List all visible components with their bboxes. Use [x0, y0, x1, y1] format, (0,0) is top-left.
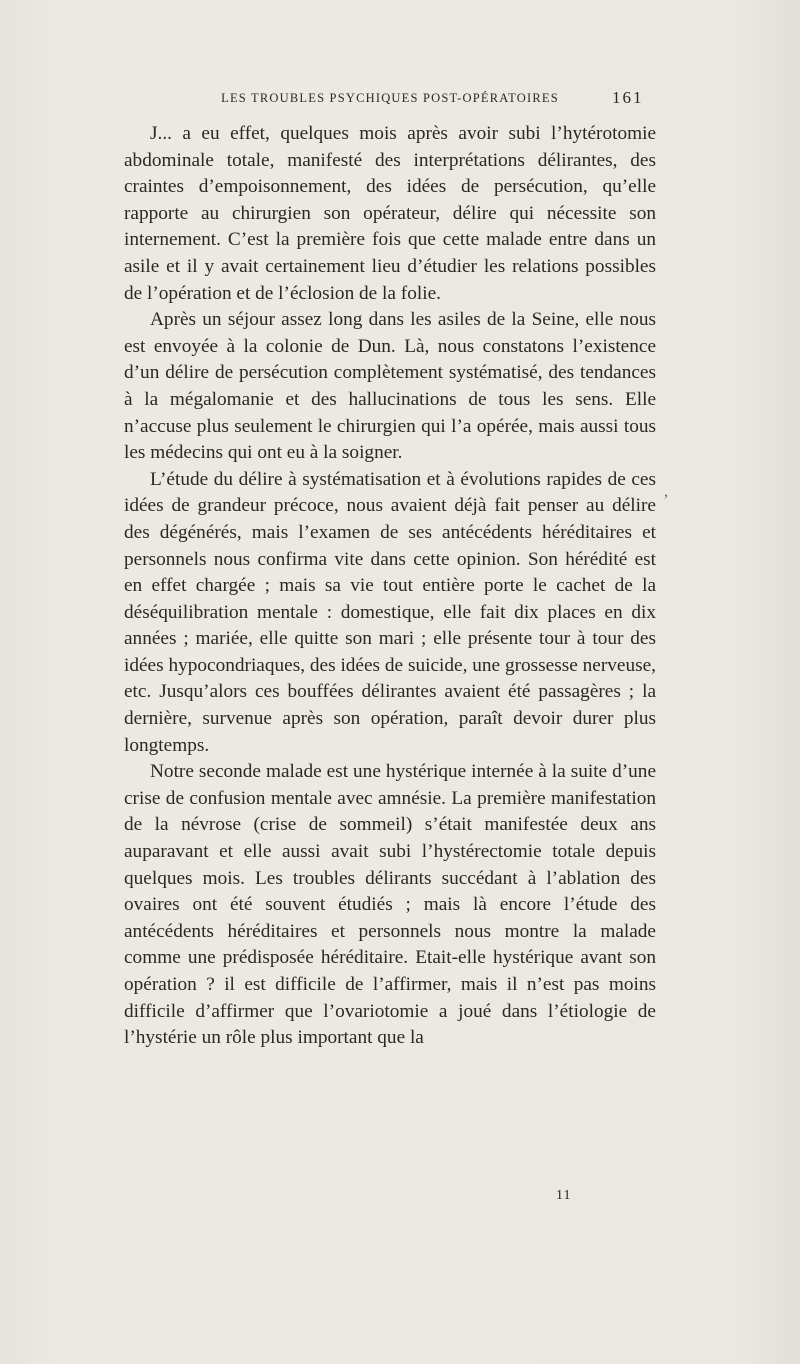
running-title: LES TROUBLES PSYCHIQUES POST-OPÉRATOIRES: [221, 91, 559, 105]
paragraph: Notre seconde malade est une hystérique internée à la suite d’une crise de confusion mentale avec amnésie. La première manifestation de la névrose (crise de sommeil) s’était manifestée deux ans auparavant et elle aussi avait subi l’hystérectomie totale depuis quelques mois. Les troubles délirants succédant à l’ablation des ovaires ont été souvent étudiés ; mais là encore l’étude des antécédents héréditaires et personnels nous montre la malade comme une prédisposée héréditaire. Etait-elle hystérique avant son opération ? il est difficile de l’affirmer, mais il n’est pas moins difficile d’affirmer que l’ovariotomie a joué dans l’étiologie de l’hystérie un rôle plus important que la: [124, 761, 656, 1049]
body-text: [124, 121, 656, 1052]
paragraph: J... a eu effet, quelques mois après avoir subi l’hytérotomie abdominale totale, manifesté des interprétations délirantes, des craintes d’empoisonnement, des idées de persécution, qu’elle rapporte au chirurgien son opérateur, délire qui nécessite son internement. C’est la première fois que cette malade entre dans un asile et il y avait certainement lieu d’étudier les relations possibles de l’opération et de l’éclosion de la folie.: [124, 123, 656, 304]
page-number: 161: [612, 88, 644, 107]
paragraph: Après un séjour assez long dans les asiles de la Seine, elle nous est envoyée à la colonie de Dun. Là, nous constatons l’existence d’un délire de persécution complètement systématisé, des tendances à la mégalomanie et des hallucinations de tous les sens. Elle n’accuse plus seulement le chirurgien qui l’a opérée, mais aussi tous les médecins qui ont eu à la soigner.: [124, 309, 656, 464]
paragraph: L’étude du délire à systématisation et à évolutions rapides de ces idées de grandeur précoce, nous avaient déjà fait penser au délire des dégénérés, mais l’examen de ses antécédents héréditaires et personnels nous confirma vite dans cette opinion. Son hérédité est en effet chargée ; mais sa vie tout entière porte le cachet de la déséquilibration mentale : domestique, elle fait dix places en dix années ; mariée, elle quitte son mari ; elle présente tour à tour des idées hypocondriaques, des idées de suicide, une grossesse nerveuse, etc. Jusqu’alors ces bouffées délirantes avaient été passagères ; la dernière, survenue après son opération, paraît devoir durer plus longtemps.: [124, 468, 656, 756]
page-header: [0, 88, 800, 108]
margin-mark: ,: [664, 483, 668, 500]
signature-mark: 11: [556, 1188, 572, 1203]
